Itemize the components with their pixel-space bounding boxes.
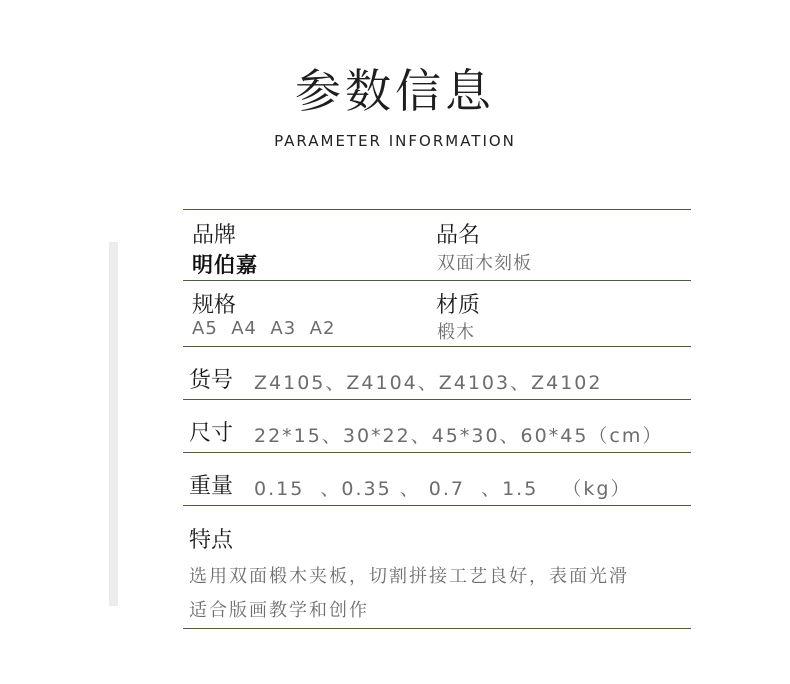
- sidebar-bar: [109, 242, 118, 606]
- divider: [183, 452, 691, 453]
- spec-value: A5 A4 A3 A2: [192, 318, 336, 339]
- divider-bottom: [183, 628, 691, 629]
- weight-label: 重量: [189, 474, 234, 499]
- product-name-value: 双面木刻板: [437, 253, 532, 274]
- divider: [183, 399, 691, 400]
- page-subtitle: PARAMETER INFORMATION: [274, 132, 516, 150]
- divider-top: [183, 209, 691, 210]
- brand-value: 明伯嘉: [192, 253, 258, 277]
- feature-label: 特点: [189, 528, 234, 553]
- product-name-label: 品名: [436, 223, 481, 248]
- material-value: 椴木: [437, 322, 475, 343]
- feature-text-line-1: 选用双面椴木夹板，切割拼接工艺良好，表面光滑: [189, 566, 629, 587]
- divider: [183, 346, 691, 347]
- item-number-value: Z4105、Z4104、Z4103、Z4102: [254, 372, 603, 394]
- feature-text-line-2: 适合版画教学和创作: [189, 600, 369, 621]
- item-number-label: 货号: [189, 368, 234, 393]
- material-label: 材质: [436, 293, 481, 318]
- weight-value: 0.15 、0.35 、 0.7 、1.5 （kg）: [254, 478, 632, 500]
- brand-label: 品牌: [192, 223, 237, 248]
- page-title: 参数信息: [295, 64, 495, 118]
- divider: [183, 505, 691, 506]
- size-label: 尺寸: [189, 421, 234, 446]
- size-value: 22*15、30*22、45*30、60*45（cm）: [254, 425, 664, 447]
- spec-label: 规格: [192, 293, 237, 318]
- divider: [183, 280, 691, 281]
